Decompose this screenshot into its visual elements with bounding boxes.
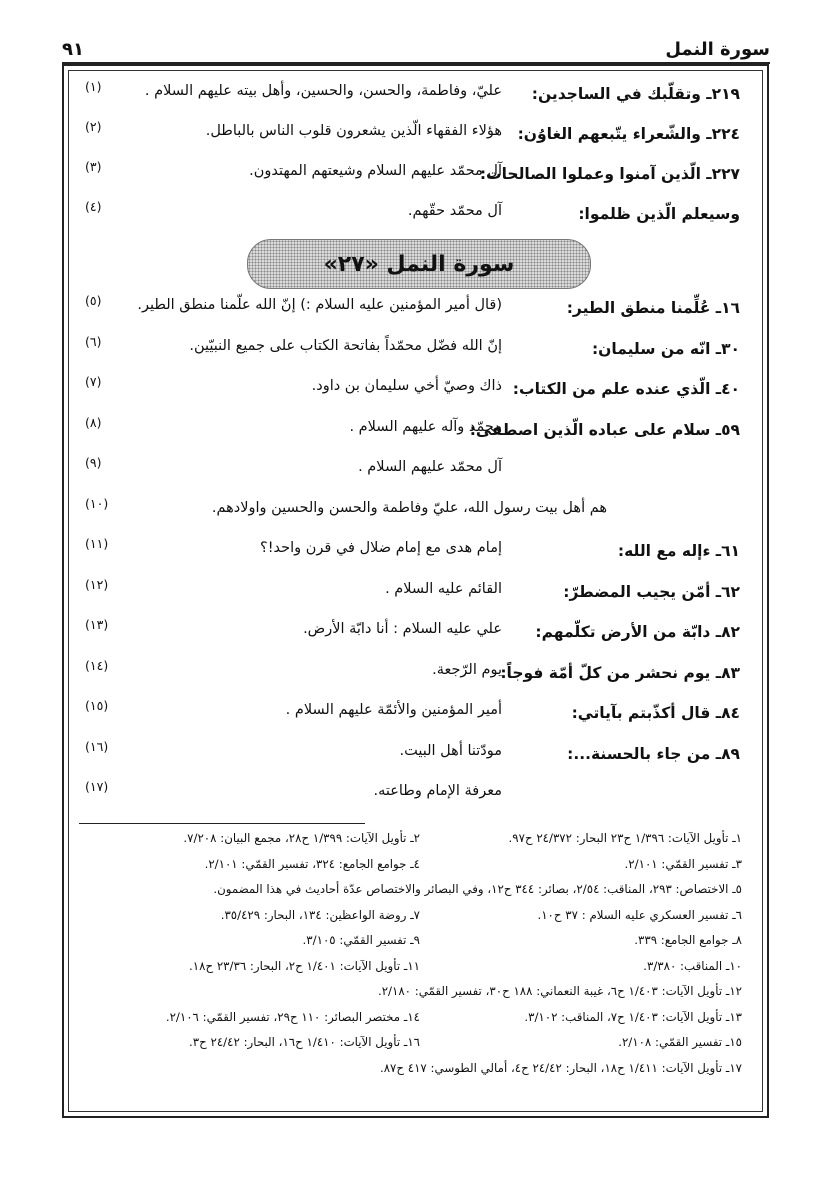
entry-row: [69, 492, 762, 530]
footnote-marker: (١٤): [85, 657, 109, 673]
footnote-line: [69, 1061, 762, 1085]
verse-commentary: أمير المؤمنين والأئمّة عليهم السلام .: [285, 702, 502, 718]
verse-commentary: معرفة الإمام وطاعته.: [373, 783, 502, 799]
footnote-marker: (٣): [85, 159, 102, 174]
verse-commentary: مودّتنا أهل البيت.: [399, 742, 502, 759]
footnote-line: [69, 908, 762, 932]
entry-row: [69, 775, 762, 813]
footnote-text: ٦ـ تفسير العسكري عليه السلام : ٣٧ ح١٠.: [537, 907, 742, 922]
verse-label: ٣٠ـ انّه من سليمان:: [591, 339, 740, 358]
footnote-marker: (١): [85, 79, 102, 94]
entry-row: [69, 330, 762, 368]
footnote-marker: (١٦): [85, 738, 109, 754]
footnote-text: ١٠ـ المناقب: ٣/٣٨٠.: [643, 958, 742, 973]
footnote-text: ١٧ـ تأويل الآيات: ١/٤١١ ح١٨، البحار: ٢٤/٤٢ ح٤، أمالي الطوسي: ٤١٧ ح٨٧.: [379, 1060, 742, 1075]
verse-label: ٤٠ـ الّذي عنده علم من الكتاب:: [512, 380, 740, 398]
entry-row: [69, 155, 762, 193]
verse-commentary: هم أهل بيت رسول الله، عليّ وفاطمة والحسن والحسين واولادهم.: [211, 499, 607, 516]
footnote-marker: (١٧): [85, 779, 109, 794]
surah-banner: سورة النمل «٢٧»: [247, 239, 591, 289]
content-frame: [62, 64, 769, 1118]
footnote-text: ٢ـ تأويل الآيات: ١/٣٩٩ ح٢٨، مجمع البيان: ٧/٢٠٨.: [183, 831, 420, 845]
verse-commentary: علي عليه السلام : أنا دابّة الأرض.: [303, 621, 502, 637]
footnote-text: ٨ـ جوامع الجامع: ٣٣٩.: [634, 933, 742, 947]
verse-label: ٨٤ـ قال أكذّبتم بآياتي:: [571, 704, 740, 722]
footnote-text: ١١ـ تأويل الآيات: ١/٤٠١ ح٢، البحار: ٢٣/٣٦ ح١٨.: [189, 958, 420, 973]
verse-label: ٢٢٧ـ الّذين آمنوا وعملوا الصالحات:: [479, 165, 740, 183]
footnote-text: ٩ـ تفسير القمّي: ٣/١٠٥.: [302, 933, 420, 947]
entry-row: [69, 613, 762, 651]
footnote-text: ٧ـ روضة الواعظين: ١٣٤، البحار: ٣٥/٤٢٩.: [220, 907, 420, 922]
footnote-marker: (١٣): [85, 617, 109, 632]
verse-label: ٨٩ـ من جاء بالحسنة...:: [567, 744, 740, 763]
footnote-marker: (١٢): [85, 576, 109, 592]
footnote-text: ١٢ـ تأويل الآيات: ١/٤٠٣ ح٦، غيبة النعماني: ١٨٨ ح٣٠، تفسير القمّي: ٢/١٨٠.: [377, 984, 742, 998]
footnote-line: [69, 933, 762, 957]
footnote-line: [69, 984, 762, 1008]
footnote-line: [69, 1035, 762, 1059]
verse-commentary: آل محمّد عليهم السلام .: [358, 459, 502, 475]
verse-commentary: هؤلاء الفقهاء الّذين يشعرون قلوب الناس بالباطل.: [205, 123, 502, 139]
verse-commentary: ذاك وصيّ أخي سليمان بن داود.: [311, 378, 502, 394]
footnote-separator: [79, 823, 365, 824]
verse-commentary: آل محمّد عليهم السلام وشيعتهم المهتدون.: [249, 163, 502, 179]
footnote-marker: (٦): [85, 333, 102, 349]
footnote-marker: (٥): [85, 293, 102, 308]
verse-label: ٢١٩ـ وتقلّبك في الساجدين:: [531, 85, 740, 103]
footnote-text: ١٣ـ تأويل الآيات: ١/٤٠٣ ح٧، المناقب: ٣/١٠٢.: [524, 1009, 742, 1024]
footnote-text: ٥ـ الاختصاص: ٢٩٣، المناقب: ٢/٥٤، بصائر: ٣٤٤ ح١٢، وفي البصائر والاختصاص عدّة أحاديث في هذا المضمون.: [213, 882, 742, 896]
footnote-line: [69, 857, 762, 881]
verse-label: ٦٢ـ أمّن يجيب المضطرّ:: [563, 582, 740, 601]
footnote-line: [69, 831, 762, 855]
verse-label: ٨٢ـ دابّة من الأرض تكلّمهم:: [535, 623, 740, 641]
verse-commentary: آل محمّد حقّهم.: [407, 203, 502, 219]
verse-label: ٢٢٤ـ والشّعراء يتّبعهم الغاوُن:: [517, 125, 740, 143]
verse-commentary: إنّ الله فضّل محمّداً بفاتحة الكتاب على جميع النبيّين.: [189, 337, 502, 354]
verse-commentary: إمام هدى مع إمام ضلال في قرن واحد!؟: [260, 540, 502, 556]
verse-label: ٥٩ـ سلام على عباده الّذين اصطفى:: [469, 420, 740, 439]
verse-commentary: القائم عليه السلام .: [385, 580, 502, 597]
footnote-line: [69, 1010, 762, 1034]
verse-label: ١٦ـ عُلِّمنا منطق الطير:: [566, 299, 740, 317]
entry-row: [69, 573, 762, 611]
verse-label: ٦١ـ ءإله مع الله:: [617, 542, 740, 560]
entry-row: [69, 195, 762, 233]
footnote-marker: (٨): [85, 414, 102, 430]
entry-row: [69, 289, 762, 327]
footnote-marker: (١٥): [85, 698, 109, 713]
verse-commentary: (قال أمير المؤمنين عليه السلام :) إنّ الله علّمنا منطق الطير.: [137, 297, 502, 313]
footnote-text: ١ـ تأويل الآيات: ١/٣٩٦ ح٢٣ البحار: ٢٤/٣٧٢ ح٩٧.: [508, 831, 742, 845]
footnote-marker: (٧): [85, 374, 102, 389]
footnote-text: ٣ـ تفسير القمّي: ٢/١٠١.: [624, 856, 742, 871]
footnote-marker: (١١): [85, 536, 109, 551]
footnote-text: ٤ـ جوامع الجامع: ٣٢٤، تفسير القمّي: ٢/١٠١.: [204, 856, 420, 871]
verse-label: وسيعلم الّذين ظلموا:: [578, 205, 740, 223]
entry-row: [69, 451, 762, 489]
footnote-marker: (١٠): [85, 495, 109, 511]
entry-row: [69, 75, 762, 113]
verse-commentary: محمّد وآله عليهم السلام .: [349, 418, 502, 435]
entry-row: [69, 370, 762, 408]
verse-commentary: يوم الرّجعة.: [432, 661, 502, 678]
footnote-marker: (٩): [85, 455, 102, 470]
page-header: [62, 36, 770, 64]
entry-row: [69, 654, 762, 692]
surah-title: سورة النمل: [665, 39, 770, 60]
footnote-marker: (٤): [85, 199, 102, 214]
entry-row: [69, 411, 762, 449]
footnote-text: ١٦ـ تأويل الآيات: ١/٤١٠ ح١٦، البحار: ٢٤/٤٢ ح٣.: [189, 1035, 420, 1049]
content-inner: [68, 70, 763, 1112]
footnote-text: ١٥ـ تفسير القمّي: ٢/١٠٨.: [618, 1035, 742, 1049]
verse-commentary: عليّ، وفاطمة، والحسن، والحسين، وأهل بيته عليهم السلام .: [144, 83, 502, 99]
footnote-line: [69, 959, 762, 983]
entry-row: [69, 532, 762, 570]
entry-row: [69, 115, 762, 153]
verse-label: ٨٣ـ يوم نحشر من كلّ أمّة فوجاً:: [500, 663, 740, 682]
footnote-line: [69, 882, 762, 906]
footnote-text: ١٤ـ مختصر البصائر: ١١٠ ح٢٩، تفسير القمّي: ٢/١٠٦.: [165, 1009, 420, 1024]
page-number: ٩١: [62, 39, 84, 60]
entry-row: [69, 694, 762, 732]
entry-row: [69, 735, 762, 773]
footnote-marker: (٢): [85, 119, 102, 134]
